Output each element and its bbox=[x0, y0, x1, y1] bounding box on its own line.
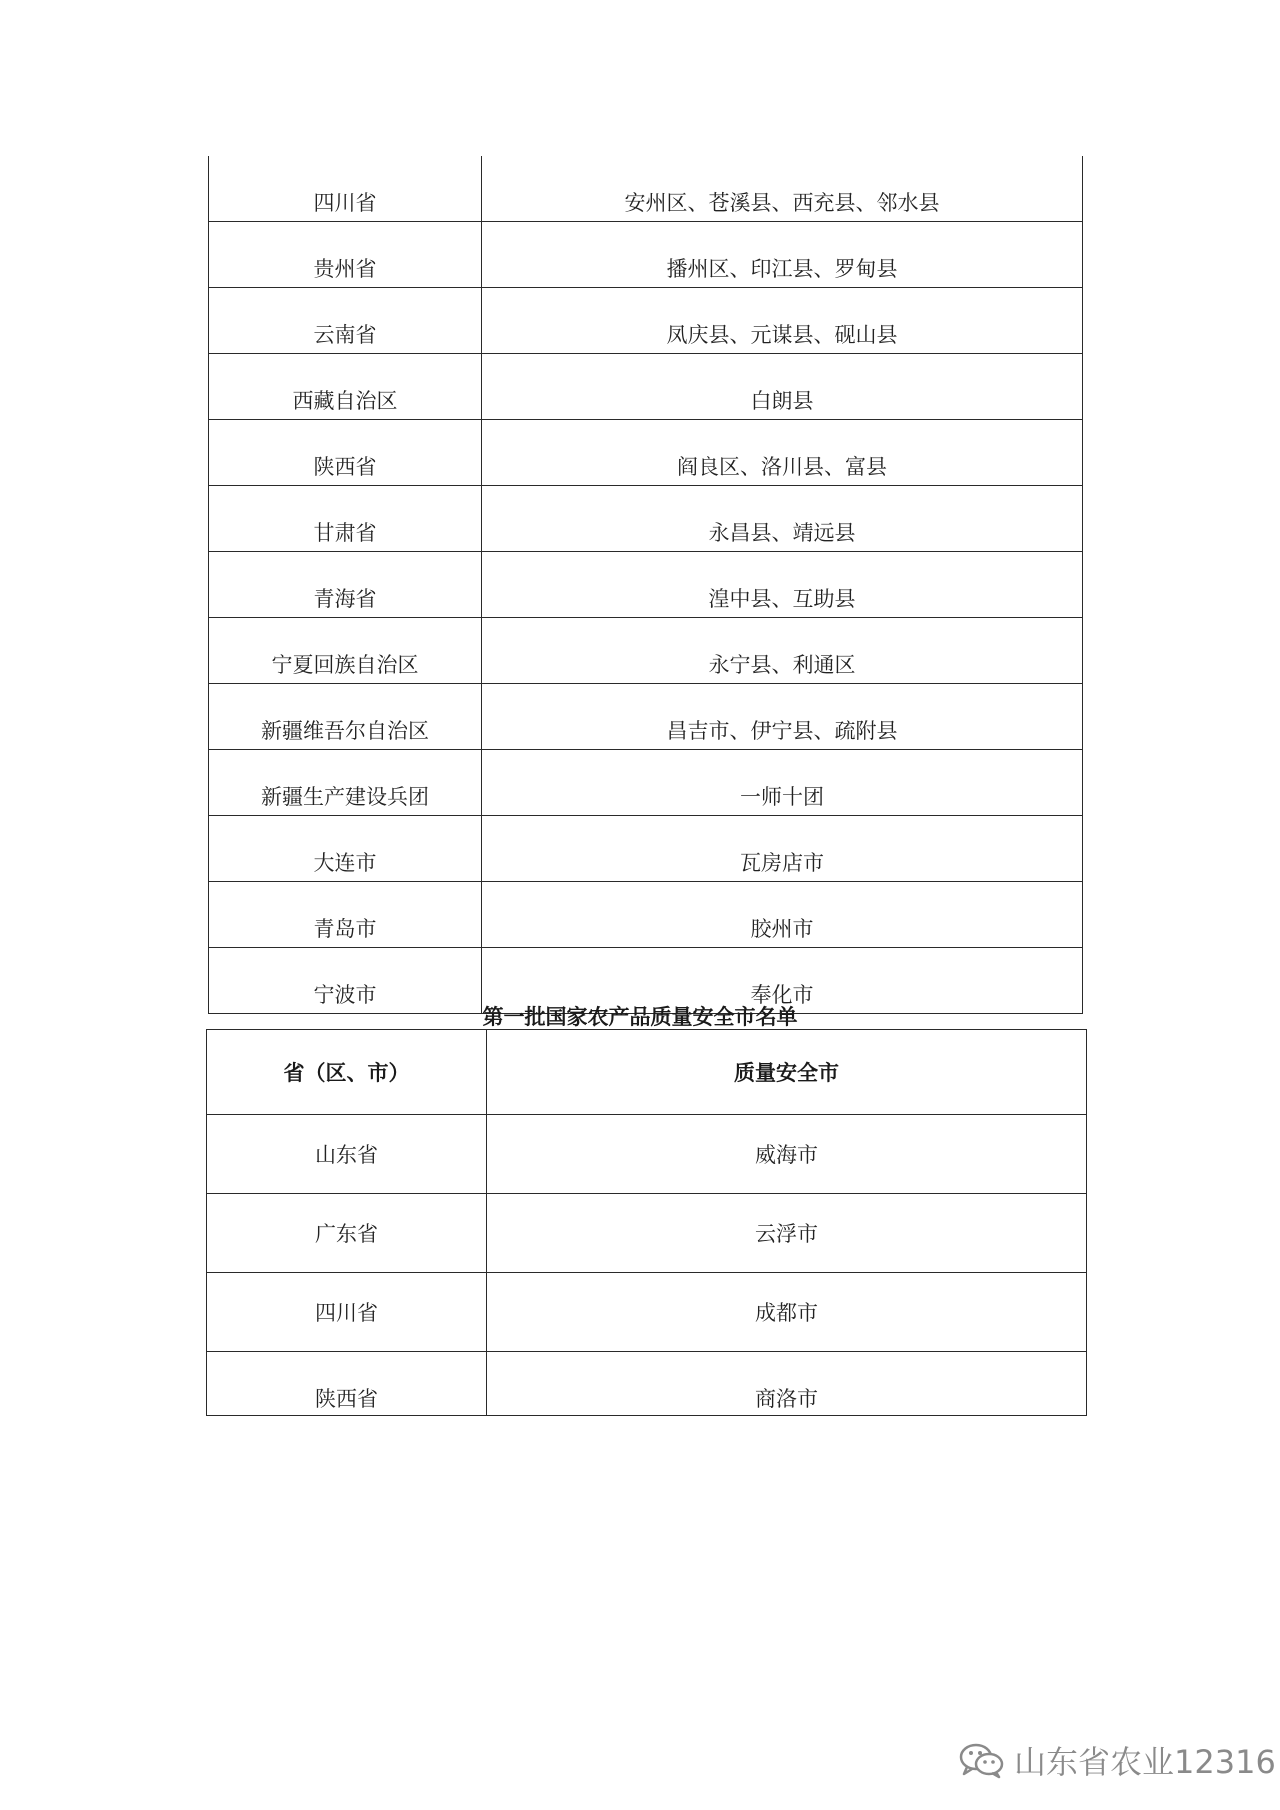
column-header-city: 质量安全市 bbox=[487, 1030, 1087, 1115]
city-cell: 威海市 bbox=[487, 1115, 1087, 1194]
county-cell: 胶州市 bbox=[482, 882, 1083, 948]
table-row bbox=[209, 354, 1083, 420]
province-cell: 西藏自治区 bbox=[209, 354, 482, 420]
province-cell: 宁波市 bbox=[209, 948, 482, 1014]
province-cell: 云南省 bbox=[209, 288, 482, 354]
table-row bbox=[209, 750, 1083, 816]
table-row bbox=[209, 684, 1083, 750]
province-cell: 青岛市 bbox=[209, 882, 482, 948]
province-cell: 新疆维吾尔自治区 bbox=[209, 684, 482, 750]
table-row bbox=[207, 1115, 1087, 1194]
province-cell: 青海省 bbox=[209, 552, 482, 618]
column-header-province: 省（区、市） bbox=[207, 1030, 487, 1115]
table-row bbox=[209, 486, 1083, 552]
province-cell: 贵州省 bbox=[209, 222, 482, 288]
city-cell: 云浮市 bbox=[487, 1194, 1087, 1273]
province-cell: 陕西省 bbox=[209, 420, 482, 486]
table-row bbox=[209, 420, 1083, 486]
table-row bbox=[207, 1194, 1087, 1273]
province-cell: 四川省 bbox=[207, 1273, 487, 1352]
province-cell: 宁夏回族自治区 bbox=[209, 618, 482, 684]
county-cell: 一师十团 bbox=[482, 750, 1083, 816]
table-row bbox=[209, 816, 1083, 882]
county-cell: 凤庆县、元谋县、砚山县 bbox=[482, 288, 1083, 354]
province-cell: 新疆生产建设兵团 bbox=[209, 750, 482, 816]
table-row bbox=[209, 288, 1083, 354]
table-caption: 第一批国家农产品质量安全市名单 bbox=[482, 1005, 798, 1029]
table-row bbox=[209, 222, 1083, 288]
city-cell: 商洛市 bbox=[487, 1352, 1087, 1416]
wechat-watermark bbox=[958, 1737, 1276, 1783]
table-row bbox=[207, 1352, 1087, 1416]
county-cell: 昌吉市、伊宁县、疏附县 bbox=[482, 684, 1083, 750]
province-cell: 山东省 bbox=[207, 1115, 487, 1194]
county-cell: 永昌县、靖远县 bbox=[482, 486, 1083, 552]
county-cell: 瓦房店市 bbox=[482, 816, 1083, 882]
watermark-text: 山东省农业12316 bbox=[1014, 1743, 1276, 1781]
table-row bbox=[209, 618, 1083, 684]
quality-safety-city-table bbox=[206, 1029, 1087, 1416]
county-cell: 永宁县、利通区 bbox=[482, 618, 1083, 684]
county-cell: 播州区、印江县、罗甸县 bbox=[482, 222, 1083, 288]
table-row bbox=[209, 552, 1083, 618]
wechat-icon bbox=[958, 1740, 1006, 1780]
province-cell: 陕西省 bbox=[207, 1352, 487, 1416]
province-cell: 大连市 bbox=[209, 816, 482, 882]
county-cell: 湟中县、互助县 bbox=[482, 552, 1083, 618]
county-cell: 安州区、苍溪县、西充县、邻水县 bbox=[482, 156, 1083, 222]
province-cell: 四川省 bbox=[209, 156, 482, 222]
county-cell: 白朗县 bbox=[482, 354, 1083, 420]
county-cell: 阎良区、洛川县、富县 bbox=[482, 420, 1083, 486]
table-row bbox=[209, 156, 1083, 222]
table-row bbox=[207, 1273, 1087, 1352]
county-list-table bbox=[208, 156, 1083, 1014]
province-cell: 甘肃省 bbox=[209, 486, 482, 552]
city-cell: 成都市 bbox=[487, 1273, 1087, 1352]
province-cell: 广东省 bbox=[207, 1194, 487, 1273]
table-header-row bbox=[207, 1030, 1087, 1115]
table-row bbox=[209, 882, 1083, 948]
county-cell: 奉化市 bbox=[482, 948, 1083, 1014]
